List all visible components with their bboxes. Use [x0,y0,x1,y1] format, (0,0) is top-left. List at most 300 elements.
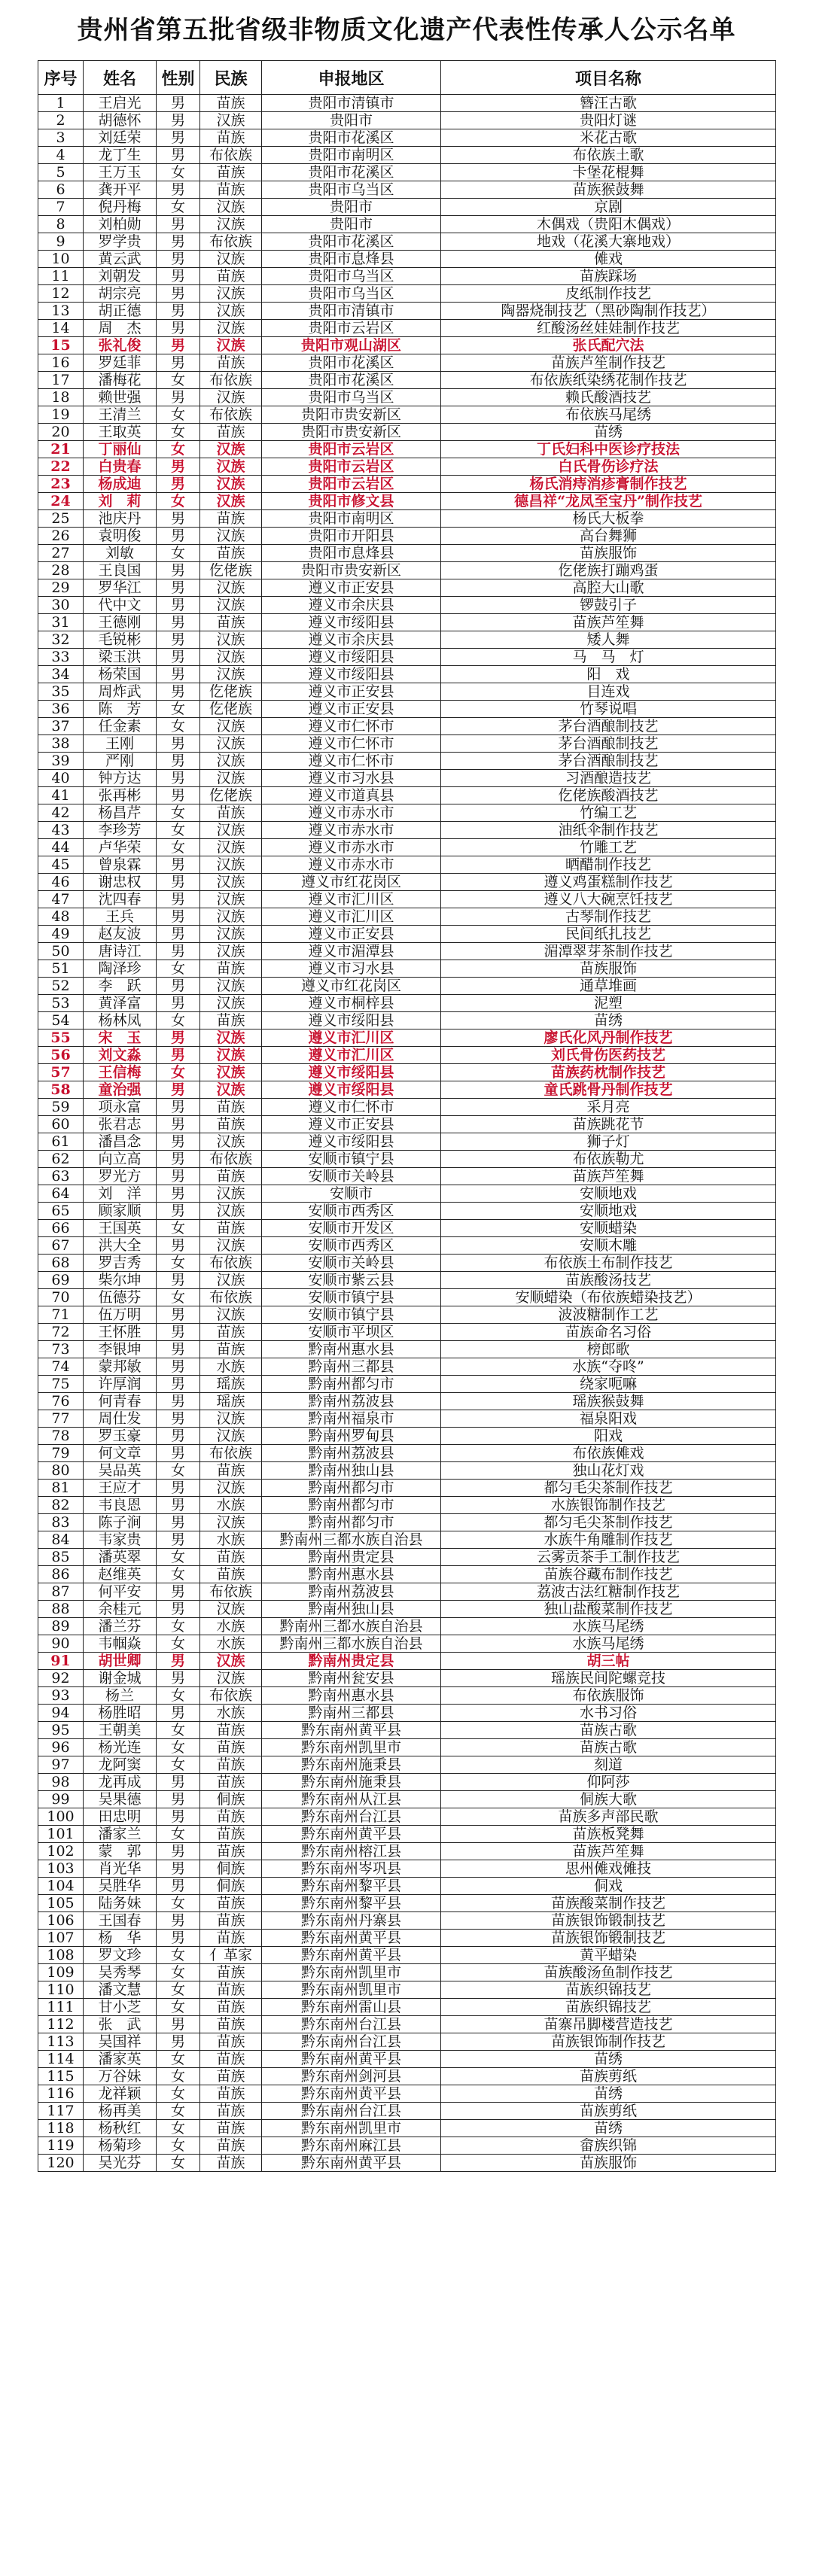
cell-seq: 48 [38,908,84,926]
cell-gender: 男 [157,1912,200,1930]
table-row [38,701,776,718]
cell-seq: 37 [38,718,84,735]
cell-seq: 104 [38,1878,84,1895]
cell-region: 黔南州贵定县 [262,1653,441,1670]
cell-name: 黄泽富 [84,995,157,1012]
cell-seq: 22 [38,458,84,476]
cell-seq: 74 [38,1358,84,1376]
cell-region: 遵义市汇川区 [262,908,441,926]
cell-project: 贵阳灯谜 [441,112,776,129]
table-row [38,1531,776,1549]
cell-gender: 男 [157,129,200,147]
header-ethnicity: 民族 [200,61,262,95]
cell-project: 廖氏化风丹制作技艺 [441,1029,776,1047]
cell-seq: 80 [38,1462,84,1480]
cell-project: 刘氏骨伤医药技艺 [441,1047,776,1064]
cell-gender: 男 [157,320,200,337]
cell-region: 贵阳市花溪区 [262,354,441,372]
cell-seq: 49 [38,926,84,943]
cell-seq: 91 [38,1653,84,1670]
cell-name: 杨胜昭 [84,1705,157,1722]
cell-seq: 13 [38,303,84,320]
cell-name: 洪大全 [84,1237,157,1255]
table-row [38,1272,776,1289]
cell-ethnicity: 苗族 [200,354,262,372]
cell-ethnicity: 汉族 [200,1029,262,1047]
cell-project: 苗族酸菜制作技艺 [441,1895,776,1912]
cell-gender: 男 [157,597,200,614]
cell-seq: 19 [38,406,84,424]
cell-project: 安顺地戏 [441,1203,776,1220]
cell-seq: 27 [38,545,84,562]
cell-gender: 男 [157,770,200,787]
cell-gender: 男 [157,1843,200,1860]
table-row [38,233,776,251]
table-row [38,1705,776,1722]
cell-ethnicity: 汉族 [200,199,262,216]
cell-gender: 男 [157,978,200,995]
cell-region: 黔东南州施秉县 [262,1756,441,1774]
cell-project: 采月亮 [441,1099,776,1116]
cell-ethnicity: 苗族 [200,1549,262,1566]
cell-gender: 女 [157,2103,200,2120]
cell-ethnicity: 亻革家 [200,1947,262,1964]
cell-gender: 男 [157,112,200,129]
cell-gender: 男 [157,1480,200,1497]
cell-seq: 33 [38,649,84,666]
cell-ethnicity: 苗族 [200,2120,262,2137]
cell-ethnicity: 汉族 [200,476,262,493]
cell-region: 安顺市镇宁县 [262,1151,441,1168]
cell-seq: 97 [38,1756,84,1774]
cell-name: 王取英 [84,424,157,441]
cell-name: 钟方达 [84,770,157,787]
cell-ethnicity: 汉族 [200,735,262,753]
cell-region: 遵义市余庆县 [262,631,441,649]
cell-region: 遵义市正安县 [262,1116,441,1133]
cell-seq: 3 [38,129,84,147]
cell-seq: 54 [38,1012,84,1029]
cell-project: 苗族猴鼓舞 [441,181,776,199]
cell-seq: 58 [38,1081,84,1099]
cell-name: 王国英 [84,1220,157,1237]
table-row [38,1878,776,1895]
cell-ethnicity: 汉族 [200,666,262,683]
cell-gender: 女 [157,545,200,562]
cell-gender: 男 [157,303,200,320]
cell-region: 黔南州都匀市 [262,1376,441,1393]
inheritor-table [38,60,776,2172]
cell-ethnicity: 苗族 [200,1168,262,1185]
cell-ethnicity: 苗族 [200,1220,262,1237]
table-row [38,251,776,268]
cell-gender: 女 [157,1981,200,1999]
cell-name: 李珍芳 [84,822,157,839]
cell-region: 黔东南州台江县 [262,2016,441,2033]
cell-ethnicity: 布依族 [200,1289,262,1306]
cell-ethnicity: 汉族 [200,579,262,597]
table-row [38,2033,776,2051]
cell-name: 王怀胜 [84,1324,157,1341]
cell-name: 代中文 [84,597,157,614]
cell-seq: 25 [38,510,84,528]
cell-ethnicity: 汉族 [200,926,262,943]
cell-gender: 女 [157,839,200,856]
table-row [38,129,776,147]
cell-region: 贵阳市花溪区 [262,129,441,147]
cell-ethnicity: 汉族 [200,389,262,406]
cell-name: 何青春 [84,1393,157,1410]
cell-name: 罗吉秀 [84,1255,157,1272]
cell-ethnicity: 汉族 [200,1514,262,1531]
header-region: 申报地区 [262,61,441,95]
cell-name: 吴光芬 [84,2155,157,2172]
cell-gender: 男 [157,1860,200,1878]
table-row [38,1549,776,1566]
cell-gender: 女 [157,406,200,424]
cell-ethnicity: 布依族 [200,147,262,164]
cell-project: 矮人舞 [441,631,776,649]
cell-name: 毛锐彬 [84,631,157,649]
cell-region: 遵义市绥阳县 [262,1081,441,1099]
cell-name: 龙再成 [84,1774,157,1791]
cell-gender: 男 [157,943,200,960]
cell-project: 苗族酸汤技艺 [441,1272,776,1289]
cell-project: 水族牛角雕制作技艺 [441,1531,776,1549]
cell-region: 遵义市汇川区 [262,891,441,908]
cell-gender: 女 [157,2068,200,2085]
cell-region: 黔东南州榕江县 [262,1843,441,1860]
cell-seq: 71 [38,1306,84,1324]
cell-seq: 116 [38,2085,84,2103]
cell-gender: 男 [157,1393,200,1410]
cell-name: 余桂元 [84,1601,157,1618]
cell-name: 周 杰 [84,320,157,337]
table-row [38,1185,776,1203]
table-row [38,908,776,926]
cell-seq: 86 [38,1566,84,1583]
table-row [38,1047,776,1064]
cell-ethnicity: 苗族 [200,1739,262,1756]
cell-project: 瑶族民间陀螺竞技 [441,1670,776,1687]
cell-project: 苗族织锦技艺 [441,1999,776,2016]
cell-ethnicity: 汉族 [200,856,262,874]
cell-ethnicity: 汉族 [200,303,262,320]
cell-project: 苗族服饰 [441,960,776,978]
cell-project: 丁氏妇科中医诊疗技法 [441,441,776,458]
cell-seq: 96 [38,1739,84,1756]
cell-region: 黔东南州黄平县 [262,2155,441,2172]
cell-seq: 29 [38,579,84,597]
cell-seq: 32 [38,631,84,649]
cell-gender: 女 [157,164,200,181]
table-row [38,1480,776,1497]
cell-region: 黔东南州黎平县 [262,1895,441,1912]
table-row [38,1912,776,1930]
cell-project: 油纸伞制作技艺 [441,822,776,839]
cell-ethnicity: 苗族 [200,1462,262,1480]
cell-name: 罗光方 [84,1168,157,1185]
cell-name: 何文章 [84,1445,157,1462]
cell-gender: 男 [157,1168,200,1185]
table-row [38,1029,776,1047]
cell-ethnicity: 苗族 [200,2068,262,2085]
cell-region: 贵阳市云岩区 [262,441,441,458]
cell-gender: 男 [157,1705,200,1722]
cell-project: 张氏配穴法 [441,337,776,354]
table-row [38,1618,776,1635]
table-row [38,1981,776,1999]
table-row [38,614,776,631]
cell-region: 安顺市镇宁县 [262,1306,441,1324]
cell-seq: 85 [38,1549,84,1566]
cell-ethnicity: 水族 [200,1705,262,1722]
table-row [38,1670,776,1687]
cell-gender: 女 [157,2137,200,2155]
cell-project: 苗族板凳舞 [441,1826,776,1843]
cell-region: 贵阳市观山湖区 [262,337,441,354]
cell-name: 沈四春 [84,891,157,908]
cell-project: 杨氏大板拳 [441,510,776,528]
cell-name: 唐诗江 [84,943,157,960]
cell-project: 苗族踩场 [441,268,776,285]
cell-gender: 女 [157,804,200,822]
cell-seq: 31 [38,614,84,631]
cell-name: 蒙邦敏 [84,1358,157,1376]
cell-name: 李银坤 [84,1341,157,1358]
cell-seq: 84 [38,1531,84,1549]
cell-ethnicity: 汉族 [200,1653,262,1670]
header-name: 姓名 [84,61,157,95]
cell-seq: 87 [38,1583,84,1601]
table-row [38,424,776,441]
cell-name: 龚开平 [84,181,157,199]
cell-seq: 61 [38,1133,84,1151]
cell-gender: 男 [157,891,200,908]
cell-gender: 男 [157,787,200,804]
cell-project: 苗绣 [441,1012,776,1029]
cell-name: 杨昌芹 [84,804,157,822]
cell-name: 任金素 [84,718,157,735]
cell-ethnicity: 苗族 [200,1930,262,1947]
cell-name: 潘家兰 [84,1826,157,1843]
cell-project: 苗族银饰锻制技艺 [441,1912,776,1930]
cell-project: 安顺蜡染（布依族蜡染技艺） [441,1289,776,1306]
table-row [38,2068,776,2085]
cell-project: 德昌祥“龙凤至宝丹”制作技艺 [441,493,776,510]
cell-gender: 男 [157,1601,200,1618]
cell-region: 黔东南州黄平县 [262,1947,441,1964]
cell-seq: 98 [38,1774,84,1791]
cell-project: 阳 戏 [441,666,776,683]
cell-region: 安顺市关岭县 [262,1168,441,1185]
cell-ethnicity: 汉族 [200,874,262,891]
cell-seq: 26 [38,528,84,545]
cell-seq: 82 [38,1497,84,1514]
cell-gender: 男 [157,285,200,303]
cell-seq: 76 [38,1393,84,1410]
cell-name: 项永富 [84,1099,157,1116]
cell-name: 梁玉洪 [84,649,157,666]
cell-name: 吴品英 [84,1462,157,1480]
table-row [38,770,776,787]
cell-ethnicity: 苗族 [200,2103,262,2120]
cell-gender: 男 [157,1376,200,1393]
table-row [38,268,776,285]
cell-region: 遵义市绥阳县 [262,649,441,666]
cell-gender: 女 [157,199,200,216]
cell-region: 黔东南州雷山县 [262,1999,441,2016]
cell-name: 伍德芬 [84,1289,157,1306]
cell-ethnicity: 布依族 [200,1151,262,1168]
cell-name: 龙祥颖 [84,2085,157,2103]
table-row [38,1358,776,1376]
cell-seq: 55 [38,1029,84,1047]
cell-region: 黔南州独山县 [262,1601,441,1618]
cell-project: 陶器烧制技艺（黑砂陶制作技艺） [441,303,776,320]
cell-gender: 女 [157,2120,200,2137]
table-row [38,1860,776,1878]
cell-name: 吴胜华 [84,1878,157,1895]
cell-project: 苗族药枕制作技艺 [441,1064,776,1081]
cell-project: 锣鼓引子 [441,597,776,614]
cell-region: 黔东南州黄平县 [262,2051,441,2068]
table-row [38,2155,776,2172]
cell-region: 遵义市习水县 [262,770,441,787]
cell-ethnicity: 汉族 [200,649,262,666]
cell-region: 黔东南州凯里市 [262,2120,441,2137]
cell-ethnicity: 苗族 [200,545,262,562]
cell-name: 肖光华 [84,1860,157,1878]
table-row [38,1566,776,1583]
cell-project: 福泉阳戏 [441,1410,776,1428]
cell-gender: 女 [157,718,200,735]
cell-gender: 男 [157,1878,200,1895]
cell-ethnicity: 苗族 [200,1895,262,1912]
table-row [38,1428,776,1445]
cell-project: 水族马尾绣 [441,1618,776,1635]
table-row [38,372,776,389]
cell-region: 黔东南州凯里市 [262,1739,441,1756]
cell-project: 苗绣 [441,424,776,441]
cell-seq: 23 [38,476,84,493]
cell-gender: 男 [157,1306,200,1324]
cell-seq: 6 [38,181,84,199]
table-row [38,943,776,960]
cell-project: 木偶戏（贵阳木偶戏） [441,216,776,233]
cell-name: 陶泽珍 [84,960,157,978]
cell-region: 黔南州惠水县 [262,1341,441,1358]
cell-seq: 16 [38,354,84,372]
cell-name: 胡世卿 [84,1653,157,1670]
table-row [38,303,776,320]
cell-region: 黔南州惠水县 [262,1687,441,1705]
cell-region: 黔南州惠水县 [262,1566,441,1583]
cell-region: 贵阳市 [262,199,441,216]
table-row [38,1826,776,1843]
cell-ethnicity: 布依族 [200,1583,262,1601]
cell-seq: 75 [38,1376,84,1393]
cell-seq: 10 [38,251,84,268]
cell-seq: 64 [38,1185,84,1203]
cell-project: 傩戏 [441,251,776,268]
cell-seq: 35 [38,683,84,701]
cell-seq: 101 [38,1826,84,1843]
cell-gender: 男 [157,1116,200,1133]
cell-seq: 52 [38,978,84,995]
table-row [38,510,776,528]
cell-region: 贵阳市南明区 [262,510,441,528]
cell-gender: 女 [157,701,200,718]
cell-ethnicity: 苗族 [200,164,262,181]
cell-seq: 69 [38,1272,84,1289]
cell-gender: 男 [157,1531,200,1549]
cell-region: 遵义市正安县 [262,926,441,943]
cell-name: 张君志 [84,1116,157,1133]
cell-seq: 79 [38,1445,84,1462]
table-row [38,2085,776,2103]
cell-gender: 男 [157,1497,200,1514]
cell-ethnicity: 苗族 [200,1826,262,1843]
cell-ethnicity: 水族 [200,1531,262,1549]
cell-ethnicity: 瑶族 [200,1393,262,1410]
cell-region: 黔东南州台江县 [262,2033,441,2051]
cell-gender: 女 [157,2085,200,2103]
cell-ethnicity: 汉族 [200,822,262,839]
cell-region: 遵义市余庆县 [262,597,441,614]
cell-seq: 57 [38,1064,84,1081]
cell-name: 潘英翠 [84,1549,157,1566]
cell-project: 皮纸制作技艺 [441,285,776,303]
cell-ethnicity: 汉族 [200,285,262,303]
cell-ethnicity: 汉族 [200,631,262,649]
cell-gender: 女 [157,1549,200,1566]
cell-ethnicity: 汉族 [200,753,262,770]
cell-ethnicity: 苗族 [200,268,262,285]
cell-project: 竹琴说唱 [441,701,776,718]
table-row [38,839,776,856]
cell-ethnicity: 苗族 [200,1981,262,1999]
table-row [38,1237,776,1255]
cell-ethnicity: 仡佬族 [200,562,262,579]
cell-region: 贵阳市乌当区 [262,389,441,406]
table-row [38,1393,776,1410]
cell-name: 童治强 [84,1081,157,1099]
cell-ethnicity: 苗族 [200,1116,262,1133]
cell-name: 吴果德 [84,1791,157,1808]
cell-name: 潘兰芬 [84,1618,157,1635]
cell-seq: 11 [38,268,84,285]
cell-ethnicity: 仡佬族 [200,683,262,701]
cell-project: 目连戏 [441,683,776,701]
cell-region: 贵阳市花溪区 [262,233,441,251]
cell-region: 黔东南州麻江县 [262,2137,441,2155]
cell-name: 刘柏勋 [84,216,157,233]
cell-ethnicity: 汉族 [200,1133,262,1151]
table-row [38,1081,776,1099]
cell-region: 贵阳市南明区 [262,147,441,164]
table-row [38,562,776,579]
cell-seq: 94 [38,1705,84,1722]
cell-name: 曾泉霖 [84,856,157,874]
cell-project: 布依族纸染绣花制作技艺 [441,372,776,389]
table-row [38,926,776,943]
cell-seq: 78 [38,1428,84,1445]
cell-name: 杨兰 [84,1687,157,1705]
cell-ethnicity: 苗族 [200,1012,262,1029]
cell-project: 苗寨吊脚楼营造技艺 [441,2016,776,2033]
table-row [38,441,776,458]
